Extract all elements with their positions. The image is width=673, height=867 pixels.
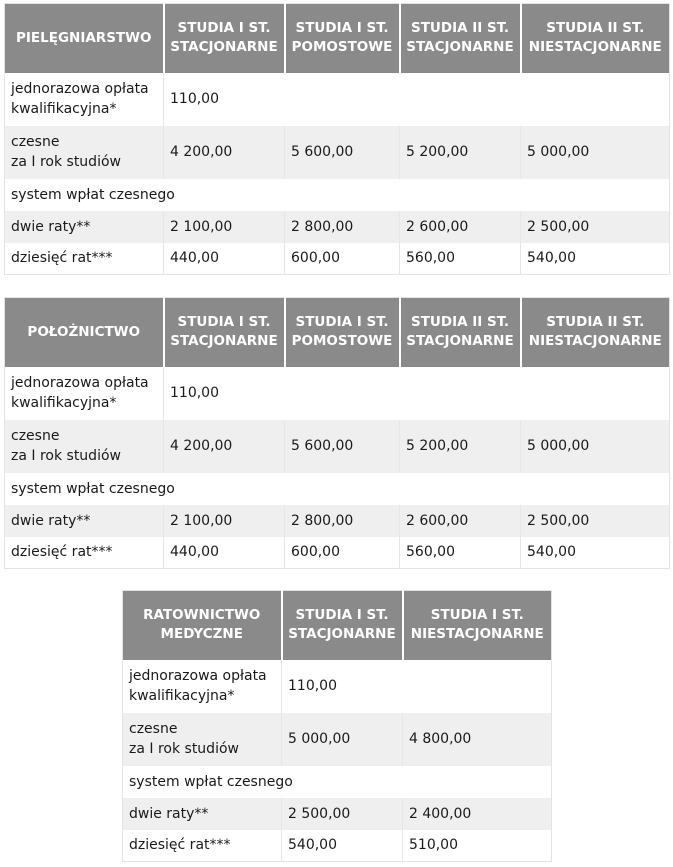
table-cell: 5 600,00 (285, 126, 400, 179)
table-cell: 540,00 (282, 830, 403, 862)
column-header: STUDIA II ST. STACJONARNE (400, 4, 521, 73)
table-title: RATOWNICTWO MEDYCZNE (123, 591, 282, 660)
table-cell: 2 800,00 (285, 505, 400, 537)
table-cell: 2 100,00 (164, 211, 285, 243)
table-header-row (5, 4, 670, 73)
row-label: jednorazowa opłata kwalifikacyjna* (123, 660, 282, 713)
column-header: STUDIA I ST. POMOSTOWE (285, 298, 400, 367)
table-cell: 2 500,00 (521, 211, 670, 243)
fee-table-paramedics (122, 590, 552, 862)
table-cell: 2 100,00 (164, 505, 285, 537)
column-header: STUDIA I ST. STACJONARNE (164, 298, 285, 367)
table-cell: 560,00 (400, 243, 521, 275)
table-row-qualification-fee (5, 367, 670, 420)
row-label: dwie raty** (123, 798, 282, 830)
table-cell: 600,00 (285, 243, 400, 275)
column-header: STUDIA II ST. STACJONARNE (400, 298, 521, 367)
table-cell: 540,00 (527, 544, 576, 561)
table-cell: 510,00 (409, 837, 458, 854)
column-header: STUDIA I ST. POMOSTOWE (285, 4, 400, 73)
table-row-qualification-fee (123, 660, 552, 713)
row-label: jednorazowa opłata kwalifikacyjna* (5, 73, 164, 126)
table-row-payment-system (5, 473, 670, 505)
fee-table-nursing (4, 3, 670, 275)
row-label: dwie raty** (5, 505, 164, 537)
fee-table-midwifery (4, 297, 670, 569)
table-cell: 540,00 (527, 250, 576, 267)
column-header: STUDIA I ST. STACJONARNE (282, 591, 403, 660)
table-header-row (123, 591, 552, 660)
row-label: dwie raty** (5, 211, 164, 243)
table-title: POŁOŻNICTWO (5, 298, 164, 367)
table-cell: 5 000,00 (521, 126, 670, 179)
table-row-ten-installments (123, 830, 552, 862)
table-row-tuition (5, 126, 670, 179)
table-cell: 4 200,00 (164, 420, 285, 473)
table-cell: 5 000,00 (521, 420, 670, 473)
column-header: STUDIA II ST. NIESTACJONARNE (521, 298, 670, 367)
table-header-row (5, 298, 670, 367)
table-row-ten-installments (5, 243, 670, 275)
row-label: czesne za I rok studiów (5, 420, 164, 473)
table-cell: 560,00 (400, 537, 521, 569)
row-label: dziesięć rat*** (123, 830, 282, 862)
table-row-two-installments (123, 798, 552, 830)
table-cell: 5 200,00 (400, 420, 521, 473)
row-label: dziesięć rat*** (5, 243, 164, 275)
table-row-tuition (5, 420, 670, 473)
table-row-tuition (123, 713, 552, 766)
row-label: jednorazowa opłata kwalifikacyjna* (5, 367, 164, 420)
table-cell: 440,00 (164, 537, 285, 569)
table-row-payment-system (5, 179, 670, 211)
row-label: dziesięć rat*** (5, 537, 164, 569)
section-label: system wpłat czesnego (11, 480, 175, 497)
table-row-payment-system (123, 766, 552, 798)
column-header: STUDIA II ST. NIESTACJONARNE (521, 4, 670, 73)
table-row-two-installments (5, 211, 670, 243)
row-label: czesne za I rok studiów (5, 126, 164, 179)
table-cell: 600,00 (285, 537, 400, 569)
section-label: system wpłat czesnego (11, 186, 175, 203)
table-cell: 5 600,00 (285, 420, 400, 473)
column-header: STUDIA I ST. NIESTACJONARNE (403, 591, 552, 660)
fee-value: 110,00 (170, 385, 219, 401)
row-label: czesne za I rok studiów (123, 713, 282, 766)
column-header: STUDIA I ST. STACJONARNE (164, 4, 285, 73)
table-row-ten-installments (5, 537, 670, 569)
fee-value: 110,00 (288, 678, 337, 694)
table-cell: 5 000,00 (282, 713, 403, 766)
table-cell: 2 800,00 (285, 211, 400, 243)
table-cell: 4 800,00 (403, 713, 552, 766)
table-cell: 2 600,00 (400, 211, 521, 243)
fee-value: 110,00 (170, 91, 219, 107)
table-row-two-installments (5, 505, 670, 537)
table-cell: 2 500,00 (282, 798, 403, 830)
section-label: system wpłat czesnego (129, 773, 293, 790)
table-title: PIELĘGNIARSTWO (5, 4, 164, 73)
table-cell: 5 200,00 (400, 126, 521, 179)
table-row-qualification-fee (5, 73, 670, 126)
table-cell: 440,00 (164, 243, 285, 275)
table-cell: 4 200,00 (164, 126, 285, 179)
table-cell: 2 500,00 (521, 505, 670, 537)
table-cell: 2 600,00 (400, 505, 521, 537)
table-cell: 2 400,00 (403, 798, 552, 830)
